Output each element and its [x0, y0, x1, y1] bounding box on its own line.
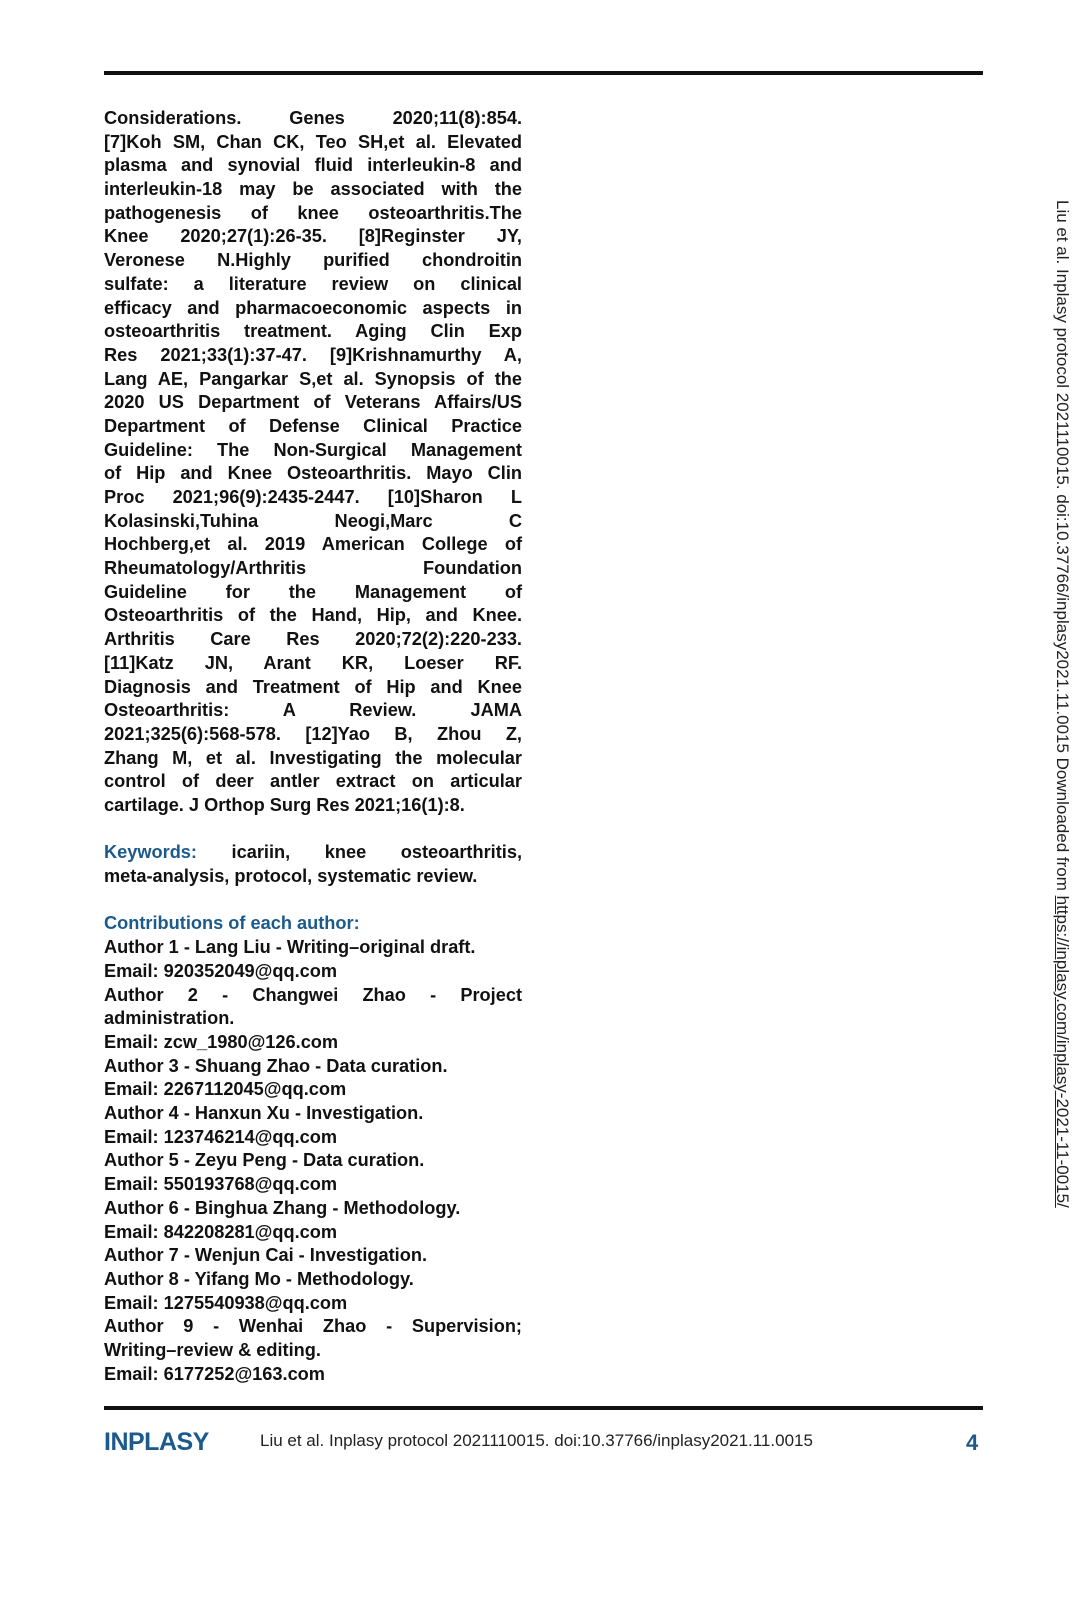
reference-line: Kolasinski,Tuhina Neogi,Marc C [104, 510, 522, 531]
reference-line: Hochberg,et al. 2019 American College of [104, 534, 522, 555]
keywords-label: Keywords: [104, 842, 197, 863]
contribution-line: Author 7 - Wenjun Cai - Investigation. [104, 1245, 428, 1266]
keywords-line: meta-analysis, protocol, systematic review. [104, 866, 478, 887]
contribution-line: Author 8 - Yifang Mo - Methodology. [104, 1268, 414, 1289]
contribution-line: Author 5 - Zeyu Peng - Data curation. [104, 1150, 425, 1171]
email-line: Email: 842208281@qq.com [104, 1221, 338, 1242]
footer-citation: Liu et al. Inplasy protocol 2021110015. doi:10.37766/inplasy2021.11.0015 [260, 1431, 813, 1450]
keywords-section [104, 841, 522, 888]
reference-line: sulfate: a literature review on clinical [104, 273, 522, 294]
reference-line: Department of Defense Clinical Practice [104, 415, 522, 436]
reference-line: Veronese N.Highly purified chondroitin [104, 250, 522, 271]
contribution-line: Writing–review & editing. [104, 1340, 321, 1361]
contribution-line: Author 2 - Changwei Zhao - Project [104, 984, 522, 1005]
reference-line: Osteoarthritis: A Review. JAMA [104, 700, 522, 721]
contribution-line: Author 9 - Wenhai Zhao - Supervision; [104, 1316, 522, 1337]
keywords-values: icariin, knee osteoarthritis, [231, 842, 523, 863]
reference-line: control of deer antler extract on articular [104, 771, 522, 792]
page-number: 4 [966, 1430, 979, 1455]
email-line: Email: 6177252@163.com [104, 1363, 325, 1384]
reference-line: Guideline: The Non-Surgical Management [104, 439, 522, 460]
reference-line: Guideline for the Management of [104, 581, 522, 602]
contribution-line: Author 6 - Binghua Zhang - Methodology. [104, 1197, 461, 1218]
header-rule [104, 71, 983, 75]
reference-line: 2021;325(6):568-578. [12]Yao B, Zhou Z, [104, 723, 522, 744]
reference-line: Arthritis Care Res 2020;72(2):220-233. [104, 629, 522, 650]
email-line: Email: zcw_1980@126.com [104, 1031, 339, 1052]
email-line: Email: 920352049@qq.com [104, 960, 338, 981]
reference-line: Proc 2021;96(9):2435-2447. [10]Sharon L [104, 487, 522, 507]
side-note-text: Liu et al. Inplasy protocol 2021110015. doi:10.37766/inplasy2021.11.0015 Downloaded from [1053, 200, 1072, 896]
contribution-line: Author 1 - Lang Liu - Writing–original draft. [104, 937, 476, 958]
reference-line: Osteoarthritis of the Hand, Hip, and Knee. [104, 605, 522, 626]
inplasy-logo: INPLASY [104, 1428, 209, 1456]
reference-line: Res 2021;33(1):37-47. [9]Krishnamurthy A, [104, 344, 522, 365]
contribution-line: administration. [104, 1008, 235, 1029]
keywords-line [104, 841, 522, 865]
reference-line: Considerations. Genes 2020;11(8):854. [104, 108, 522, 128]
reference-line: Diagnosis and Treatment of Hip and Knee [104, 676, 522, 697]
email-line: Email: 550193768@qq.com [104, 1174, 338, 1195]
contribution-line: Author 3 - Shuang Zhao - Data curation. [104, 1055, 448, 1076]
reference-line: [11]Katz JN, Arant KR, Loeser RF. [104, 652, 522, 673]
contributions-heading: Contributions of each author: [104, 913, 360, 934]
contribution-line: Author 4 - Hanxun Xu - Investigation. [104, 1103, 424, 1124]
reference-line: plasma and synovial fluid interleukin-8 and [104, 155, 522, 176]
reference-line: interleukin-18 may be associated with the [104, 179, 522, 200]
references [104, 107, 522, 818]
reference-line: of Hip and Knee Osteoarthritis. Mayo Clin [104, 463, 522, 484]
reference-line: [7]Koh SM, Chan CK, Teo SH,et al. Elevated [104, 131, 522, 152]
reference-line: Lang AE, Pangarkar S,et al. Synopsis of the [104, 368, 522, 389]
footer-rule [104, 1406, 983, 1410]
reference-line: efficacy and pharmacoeconomic aspects in [104, 297, 522, 318]
main-column [104, 107, 522, 1386]
reference-line: pathogenesis of knee osteoarthritis.The [104, 202, 522, 223]
email-line: Email: 1275540938@qq.com [104, 1292, 348, 1313]
reference-line: 2020 US Department of Veterans Affairs/US [104, 392, 522, 413]
download-link[interactable]: https://inplasy.com/inplasy-2021-11-0015/ [1053, 895, 1072, 1208]
email-line: Email: 123746214@qq.com [104, 1126, 338, 1147]
email-line: Email: 2267112045@qq.com [104, 1079, 347, 1100]
reference-line: osteoarthritis treatment. Aging Clin Exp [104, 321, 522, 342]
reference-line: Rheumatology/Arthritis Foundation [104, 558, 522, 579]
reference-line: cartilage. J Orthop Surg Res 2021;16(1):8. [104, 794, 465, 815]
reference-line: Zhang M, et al. Investigating the molecular [104, 747, 522, 768]
contributions-section [104, 912, 522, 1386]
reference-line: Knee 2020;27(1):26-35. [8]Reginster JY, [104, 226, 522, 247]
side-download-note [1052, 200, 1072, 1610]
